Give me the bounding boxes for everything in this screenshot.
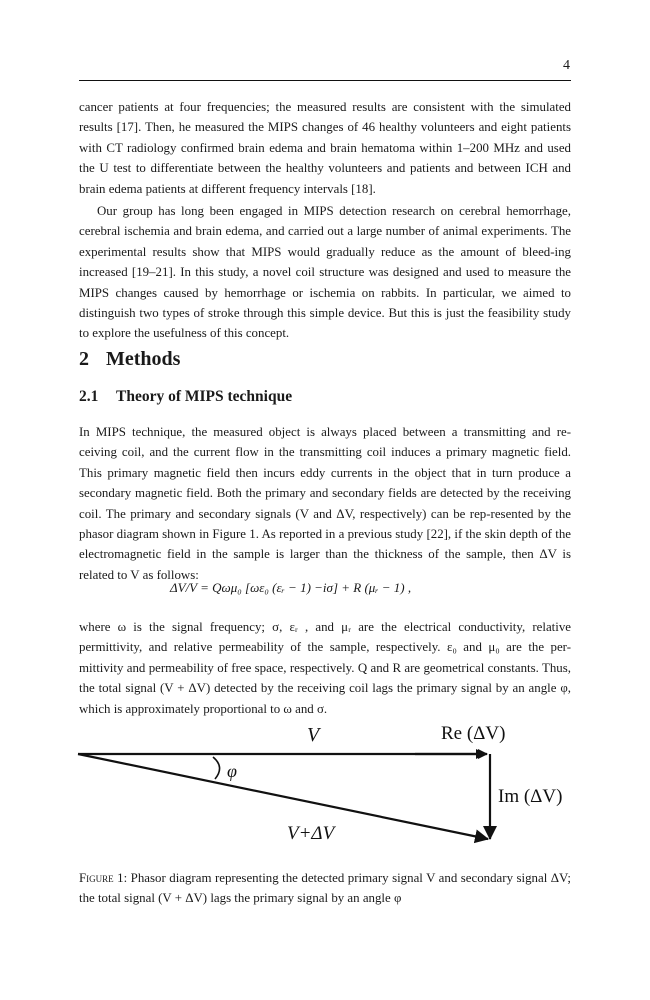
subsection-title: Theory of MIPS technique — [116, 388, 293, 405]
subsection-heading — [79, 388, 292, 406]
label-total: V+ΔV — [287, 823, 335, 844]
paragraph-text: In MIPS technique, the measured object is always placed between a transmitting and re-ceiving coil, and the current flow in the transmitting coil induces a primary magnetic field. This primary magnetic field then incurs eddy currents in the object that in turn produce a secondary magnetic field. Both the primary and secondary fields are detected by the receiving coil. The primary and secondary signals (V and ΔV, respectively) can be rep-resented by the phasor diagram shown in Figure 1. As reported in a previous study [22], if the skin depth of the electromagnetic field in the sample is larger than the thickness of the sample, then ΔV is related to V as follows: — [79, 425, 571, 582]
equation: ΔV/V = Qωμ₀ [ωε₀ (εᵣ − 1) −iσ] + R (μᵣ − 1) , — [170, 580, 412, 595]
section-title: Methods — [106, 348, 181, 370]
paragraph-text: Our group has long been engaged in MIPS detection research on cerebral hemorrhage, cerebral ischemia and brain edema, and carried out a large number of animal experiments. The experimental results show that MIPS would gradually reduce as the amount of bleed-ing increased [19–21]. In this study, a novel coil structure was designed and used to measure the MIPS changes caused by hemorrhage or ischemia on rabbits. In particular, we aimed to distinguish two types of stroke through this simple device. But this is just the feasibility study to explore the usefulness of this concept. — [79, 204, 571, 341]
label-real-part: Re (ΔV) — [441, 723, 506, 744]
caption-text: Phasor diagram representing the detected primary signal V and secondary signal ΔV; the total signal (V + ΔV) lags the primary signal by an angle φ — [79, 871, 571, 905]
paragraph-text: cancer patients at four frequencies; the measured results are consistent with the simulated results [17]. Then, he measured the MIPS changes of 46 healthy volunteers and eight patients with CT radiology confirmed brain edema and brain hematoma within 1–200 MHz and used the U test to differentiate between the healthy volunteers and patients and between ICH and brain edema patients at different frequency intervals [18]. — [79, 100, 571, 196]
intro-paragraph-1 — [79, 97, 571, 199]
label-imag-part: Im (ΔV) — [498, 786, 563, 807]
section-heading — [79, 348, 180, 371]
header-rule — [79, 80, 571, 81]
angle-arc — [213, 757, 220, 779]
intro-paragraph-2 — [79, 201, 571, 344]
theory-paragraph-1 — [79, 422, 571, 585]
paragraph-text: where ω is the signal frequency; σ, εᵣ , and μᵣ are the electrical conductivity, relative permittivity, and relative permeability of the sample, respectively. ε₀ and μ₀ are the per-mittivity and permeability of free space, respectively. Q and R are geometrical constants. Thus, the total signal (V + ΔV) detected by the receiving coil lags the primary signal by an angle φ, which is approximately proportional to ω and σ. — [79, 620, 571, 716]
theory-paragraph-2 — [79, 617, 571, 719]
section-number: 2 — [79, 348, 89, 370]
caption-label: Figure 1: — [79, 871, 128, 885]
total-vector — [78, 754, 488, 839]
subsection-number: 2.1 — [79, 388, 99, 405]
figure-caption — [79, 868, 571, 908]
phasor-diagram-svg — [75, 715, 580, 855]
label-angle: φ — [227, 761, 237, 781]
phasor-diagram — [75, 715, 580, 855]
page-number: 4 — [563, 58, 570, 73]
label-primary: V — [307, 724, 320, 746]
